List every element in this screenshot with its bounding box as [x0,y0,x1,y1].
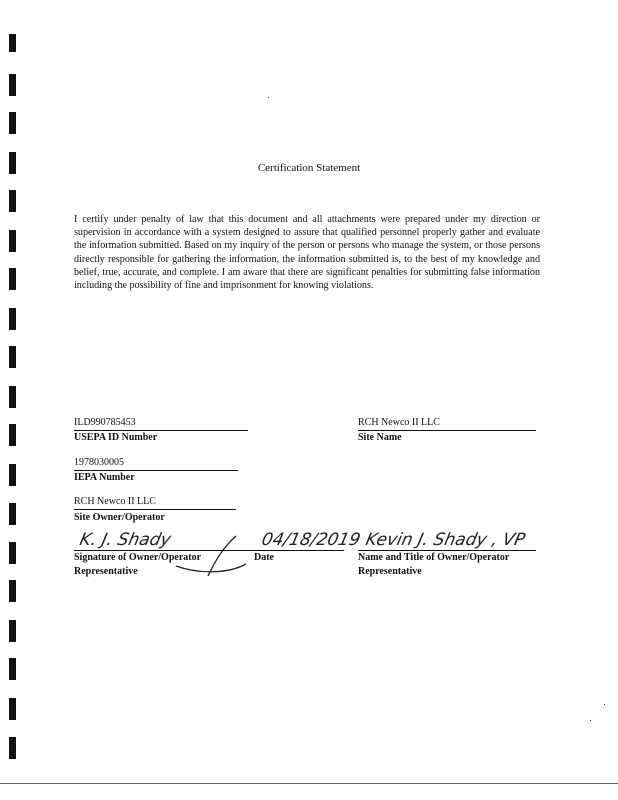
punch-mark [9,464,16,486]
name-title-line [358,550,536,551]
iepa-number-label: IEPA Number [74,472,135,483]
scan-speck [268,97,269,98]
scan-speck [604,704,605,705]
punch-mark [9,190,16,212]
punch-mark [9,658,16,680]
signature-label-line2: Representative [74,566,138,577]
punch-mark [9,74,16,96]
punch-mark [9,308,16,330]
punch-mark [9,112,16,134]
scan-speck [590,720,591,721]
usepa-id-value: ILD990785453 [74,417,248,431]
punch-mark [9,620,16,642]
handwritten-date: 04/18/2019 [259,530,363,550]
punch-mark [9,737,16,759]
punch-mark [9,503,16,525]
punch-mark [9,230,16,252]
name-title-label: Name and Title of Owner/Operator [358,552,510,563]
owner-operator-label: Site Owner/Operator [74,512,165,523]
usepa-id-label: USEPA ID Number [74,432,158,443]
date-label: Date [254,552,274,563]
signature-line [74,550,254,551]
signature-label: Signature of Owner/Operator [74,552,202,563]
scan-edge [0,783,618,784]
punch-mark [9,424,16,446]
handwritten-signature: K. J. Shady [77,530,173,550]
iepa-number-value: 1978030005 [74,457,238,471]
punch-mark [9,346,16,368]
handwritten-name-title: Kevin J. Shady , VP [363,530,527,550]
owner-operator-value: RCH Newco II LLC [74,496,236,510]
site-name-value: RCH Newco II LLC [358,417,536,431]
punch-mark [9,34,16,52]
date-line [254,550,344,551]
punch-mark [9,268,16,290]
name-title-label-line2: Representative [358,566,422,577]
certification-paragraph: I certify under penalty of law that this document and all attachments were prepared under my direction or supervision in accordance with a system designed to assure that qualified personnel properly gather and evaluate the information submitted. Based on my inquiry of the person or persons who manage the system, or those persons directly responsible for gathering the information, the information submitted is, to the best of my knowledge and belief, true, accurate, and complete. I am aware that there are significant penalties for submitting false information including the possibility of fine and imprisonment for knowing violations. [74,214,540,292]
punch-mark [9,698,16,720]
site-name-label: Site Name [358,432,402,443]
punch-mark [9,580,16,602]
punch-mark [9,542,16,564]
punch-mark [9,386,16,408]
page-title: Certification Statement [257,162,361,174]
